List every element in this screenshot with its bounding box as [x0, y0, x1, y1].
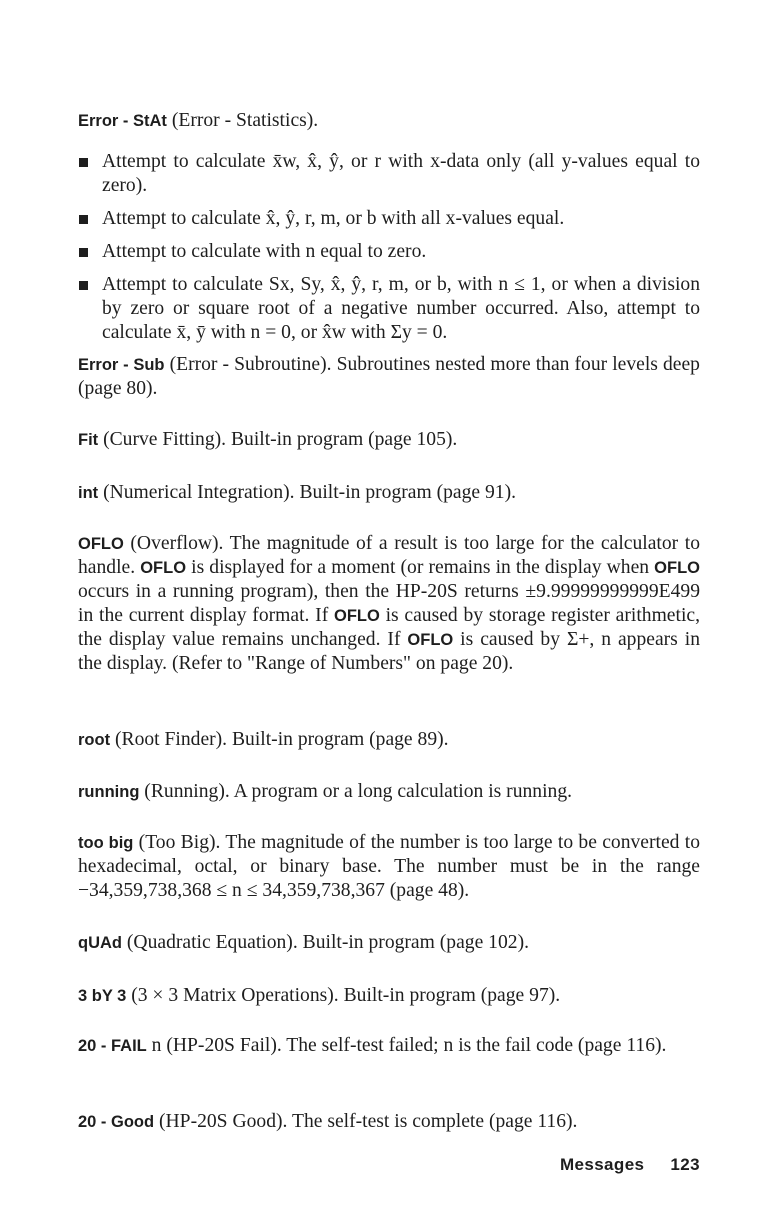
message-keyword: 3 bY 3: [78, 987, 127, 1005]
entry-root: [78, 728, 700, 752]
message-description: (Running). A program or a long calculation is running.: [139, 781, 573, 802]
message-keyword: Fit: [78, 431, 99, 449]
message-keyword: int: [78, 484, 99, 502]
stat-error-conditions: [78, 150, 700, 354]
message-description: (Too Big). The magnitude of the number is too large to be converted to hexadecimal, octal, or binary base. The number must be in the range −34,359,738,368 ≤ n ≤ 34,359,738,367 (page 48).: [78, 832, 700, 901]
bullet-icon: [79, 158, 88, 167]
message-keyword: qUAd: [78, 934, 122, 952]
entry-3by3: [78, 984, 700, 1008]
message-keyword: OFLO: [654, 559, 700, 577]
message-description: (Error - Subroutine). Subroutines nested more than four levels deep (page 80).: [78, 354, 700, 399]
message-description: (Root Finder). Built-in program (page 89).: [110, 729, 449, 750]
message-keyword: too big: [78, 834, 134, 852]
entry-quad: [78, 931, 700, 955]
message-keyword: running: [78, 783, 140, 801]
entry-running: [78, 780, 700, 804]
list-item: Attempt to calculate x̂, ŷ, r, m, or b with all x-values equal.: [78, 207, 700, 231]
page-footer: [560, 1155, 700, 1175]
entry-20-fail: [78, 1034, 700, 1058]
message-keyword: 20 - FAIL: [78, 1037, 147, 1055]
message-keyword: Error - Sub: [78, 356, 165, 374]
entry-error-stat: [78, 109, 700, 133]
entry-fit: [78, 428, 700, 452]
message-keyword: OFLO: [140, 559, 187, 577]
message-description: (Quadratic Equation). Built-in program (page 102).: [122, 932, 529, 953]
section-title: Messages: [559, 1155, 645, 1174]
message-description: (3 × 3 Matrix Operations). Built-in program (page 97).: [126, 985, 561, 1006]
message-description: n (HP-20S Fail). The self-test failed; n is the fail code (page 116).: [146, 1035, 667, 1056]
entry-20-good: [78, 1110, 700, 1134]
bullet-icon: [79, 281, 88, 290]
list-item: Attempt to calculate with n equal to zero.: [78, 240, 700, 264]
message-description: (Numerical Integration). Built-in program (page 91).: [98, 482, 517, 503]
entry-int: [78, 481, 700, 505]
list-item: Attempt to calculate Sx, Sy, x̂, ŷ, r, m, or b, with n ≤ 1, or when a division by zero or square root of a negative number occurred. Also, attempt to calculate x̄, ȳ with n = 0, or x̂w with Σy = 0.: [78, 273, 700, 345]
entry-too-big: [78, 831, 700, 903]
message-keyword: 20 - Good: [78, 1113, 155, 1131]
entry-oflo: OFLO (Overflow). The magnitude of a result is too large for the calculator to handle. OFLO is displayed for a moment (or remains in the display when OFLO occurs in a running program), then the HP-20S returns ±9.99999999999E499 in the current display format. If OFLO is caused by storage register arithmetic, the display value remains unchanged. If OFLO is caused by Σ+, n appears in the display. (Refer to "Range of Numbers" on page 20).: [78, 533, 700, 674]
bullet-icon: [79, 248, 88, 257]
message-keyword: root: [78, 731, 111, 749]
message-keyword: OFLO: [78, 535, 124, 553]
message-keyword: OFLO: [407, 631, 454, 649]
message-keyword: OFLO: [333, 607, 380, 625]
message-keyword: Error - StAt: [78, 112, 167, 130]
list-item: Attempt to calculate x̄w, x̂, ŷ, or r with x-data only (all y-values equal to zero).: [78, 150, 700, 198]
bullet-icon: [79, 215, 88, 224]
entry-error-sub: [78, 353, 700, 401]
page-number: 123: [670, 1155, 700, 1174]
message-description: (Error - Statistics).: [166, 110, 319, 131]
message-description: (Curve Fitting). Built-in program (page 105).: [98, 429, 458, 450]
message-description: (HP-20S Good). The self-test is complete (page 116).: [154, 1111, 578, 1132]
